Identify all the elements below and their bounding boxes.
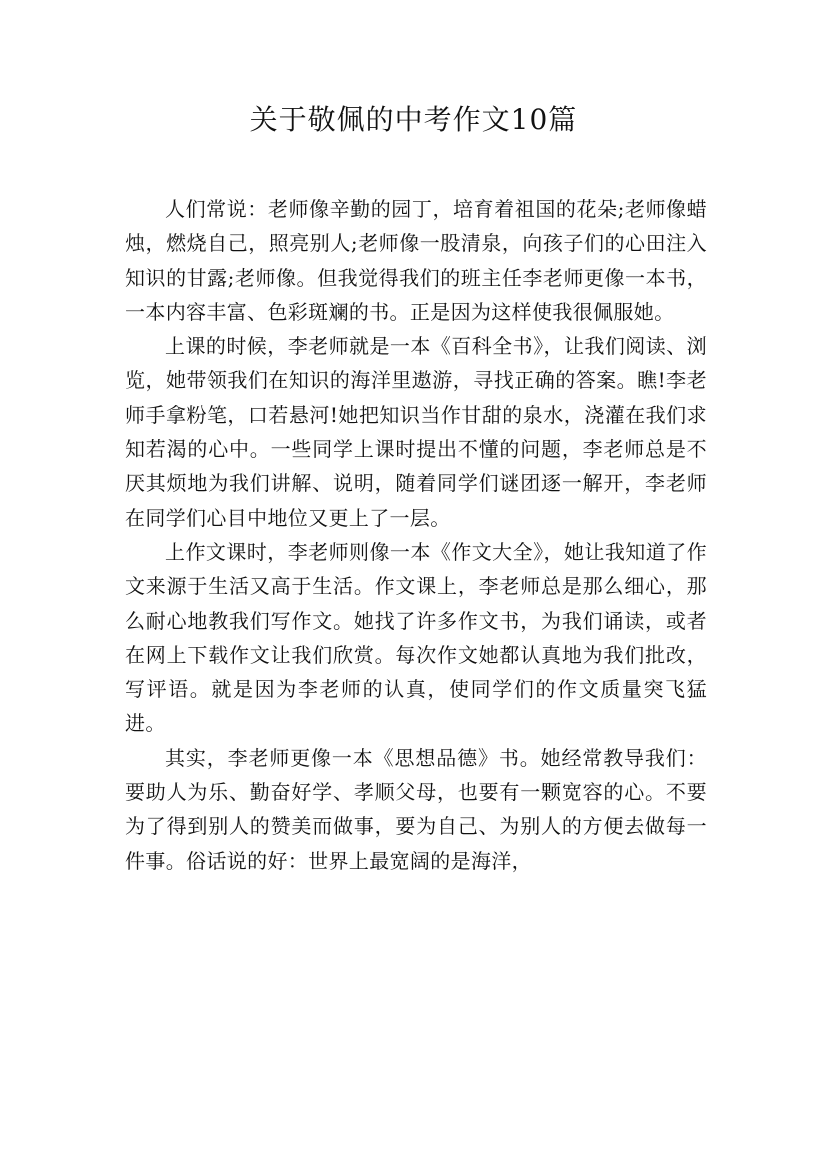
paragraph-2: 上课的时候，李老师就是一本《百科全书》，让我们阅读、浏览，她带领我们在知识的海洋里遨游，寻找正确的答案。瞧!李老师手拿粉笔，口若悬河!她把知识当作甘甜的泉水，浇灌在我们求知若渴的心中。一些同学上课时提出不懂的问题，李老师总是不厌其烦地为我们讲解、说明，随着同学们谜团逐一解开，李老师在同学们心目中地位又更上了一层。 <box>125 334 707 530</box>
paragraph-4: 其实，李老师更像一本《思想品德》书。她经常教导我们：要助人为乐、勤奋好学、孝顺父母，也要有一颗宽容的心。不要为了得到别人的赞美而做事，要为自己、为别人的方便去做每一件事。俗话说的好：世界上最宽阔的是海洋， <box>125 745 707 873</box>
paragraph-1: 人们常说：老师像辛勤的园丁，培育着祖国的花朵;老师像蜡烛，燃烧自己，照亮别人;老师像一股清泉，向孩子们的心田注入知识的甘露;老师像。但我觉得我们的班主任李老师更像一本书，一本内容丰富、色彩斑斓的书。正是因为这样使我很佩服她。 <box>125 197 707 324</box>
document-body <box>125 192 707 878</box>
paragraph-3: 上作文课时，李老师则像一本《作文大全》，她让我知道了作文来源于生活又高于生活。作文课上，李老师总是那么细心，那么耐心地教我们写作文。她找了许多作文书，为我们诵读，或者在网上下载作文让我们欣赏。每次作文她都认真地为我们批改，写评语。就是因为李老师的认真，使同学们的作文质量突飞猛进。 <box>125 539 707 736</box>
document-title: 关于敬佩的中考作文10篇 <box>249 103 578 136</box>
